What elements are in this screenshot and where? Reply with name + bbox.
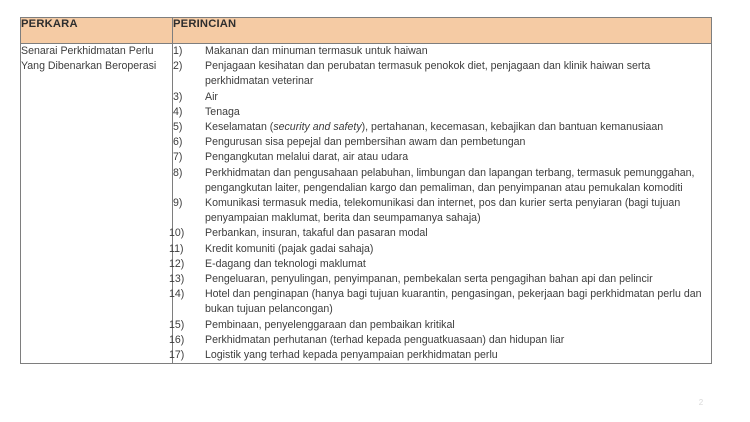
list-item xyxy=(169,333,711,348)
essential-services-list xyxy=(169,44,711,363)
list-item-text: Logistik yang terhad kepada penyampaian perkhidmatan perlu xyxy=(205,349,498,362)
list-item xyxy=(173,196,711,226)
list-item-number: 3) xyxy=(173,90,183,103)
list-item xyxy=(169,318,711,333)
list-item xyxy=(169,348,711,363)
list-item-number: 17) xyxy=(169,349,185,362)
list-item xyxy=(169,257,711,272)
list-item-number: 2) xyxy=(173,60,183,73)
list-item-text: Kredit komuniti (pajak gadai sahaja) xyxy=(205,242,374,255)
list-item-text: Komunikasi termasuk media, telekomunikasi dan internet, pos dan kurier serta penyiaran (bagi tujuan penyampaian maklumat, berita dan seumpamanya sahaja) xyxy=(205,197,681,225)
cell-perkara xyxy=(21,44,173,364)
list-item-text: Pengeluaran, penyulingan, penyimpanan, pembekalan serta pengagihan bahan api dan pelincir xyxy=(205,273,653,286)
list-item-text: Penjagaan kesihatan dan perubatan termasuk penokok diet, penjagaan dan klinik haiwan serta perkhidmatan veterinar xyxy=(205,60,651,88)
perkara-line: Yang Dibenarkan Beroperasi xyxy=(21,60,157,73)
list-item-number: 8) xyxy=(173,166,183,179)
list-item-text-italic: security and safety xyxy=(273,121,362,134)
list-item-text xyxy=(205,120,711,135)
list-item-text: Pembinaan, penyelenggaraan dan pembaikan kritikal xyxy=(205,318,455,331)
page-number: 2 xyxy=(698,398,704,407)
list-item-number: 10) xyxy=(169,227,185,240)
list-item-text: Pengurusan sisa pepejal dan pembersihan awam dan pembetungan xyxy=(205,136,526,149)
list-item-number: 13) xyxy=(169,273,185,286)
list-item-text: Pengangkutan melalui darat, air atau udara xyxy=(205,151,409,164)
list-item xyxy=(173,44,711,59)
list-item-text: Air xyxy=(205,90,218,103)
list-item xyxy=(173,90,711,105)
list-item xyxy=(173,135,711,150)
list-item-text: Perbankan, insuran, takaful dan pasaran modal xyxy=(205,227,428,240)
list-item-text: Perkhidmatan dan pengusahaan pelabuhan, limbungan dan lapangan terbang, termasuk pemunggahan, pengangkutan laiter, pengendalian kargo dan pemaliman, dan penyimpanan atau pemukalan komoditi xyxy=(205,166,695,194)
list-item-number: 6) xyxy=(173,136,183,149)
cell-perincian xyxy=(169,44,712,364)
list-item-number: 16) xyxy=(169,333,185,346)
list-item-number: 7) xyxy=(173,151,183,164)
essential-services-table xyxy=(20,17,712,364)
column-header-perkara: PERKARA xyxy=(21,18,173,44)
column-header-perincian: PERINCIAN xyxy=(173,18,712,44)
list-item xyxy=(169,242,711,257)
list-item-number: 15) xyxy=(169,318,185,331)
table-header-row xyxy=(21,18,712,44)
list-item-number: 5) xyxy=(173,121,183,134)
list-item-text: Tenaga xyxy=(205,105,240,118)
list-item xyxy=(173,105,711,120)
list-item xyxy=(169,226,711,241)
list-item-text: E-dagang dan teknologi maklumat xyxy=(205,257,366,270)
list-item xyxy=(173,59,711,89)
perkara-line: Senarai Perkhidmatan Perlu xyxy=(21,45,154,57)
list-item-number: 11) xyxy=(169,242,184,255)
list-item-number: 1) xyxy=(173,45,183,57)
list-item-text: Hotel dan penginapan (hanya bagi tujuan kuarantin, pengasingan, pekerjaan bagi perkhidmatan perlu dan bukan tujuan pelancongan) xyxy=(205,288,702,316)
list-item-text-before: Keselamatan ( xyxy=(205,121,274,134)
list-item-number: 14) xyxy=(169,288,185,301)
list-item xyxy=(173,150,711,165)
list-item-text-after: ), pertahanan, kecemasan, kebajikan dan bantuan kemanusiaan xyxy=(361,121,664,134)
list-item xyxy=(169,287,711,317)
list-item-text: Makanan dan minuman termasuk untuk haiwan xyxy=(205,45,428,57)
perkara-text xyxy=(21,44,172,74)
list-item-text: Perkhidmatan perhutanan (terhad kepada penguatkuasaan) dan hidupan liar xyxy=(205,333,565,346)
list-item xyxy=(173,120,711,135)
list-item-number: 12) xyxy=(169,257,185,270)
list-item xyxy=(169,272,711,287)
list-item-number: 4) xyxy=(173,105,183,118)
table-row xyxy=(21,44,712,364)
list-item-number: 9) xyxy=(173,197,183,210)
list-item xyxy=(173,166,711,196)
